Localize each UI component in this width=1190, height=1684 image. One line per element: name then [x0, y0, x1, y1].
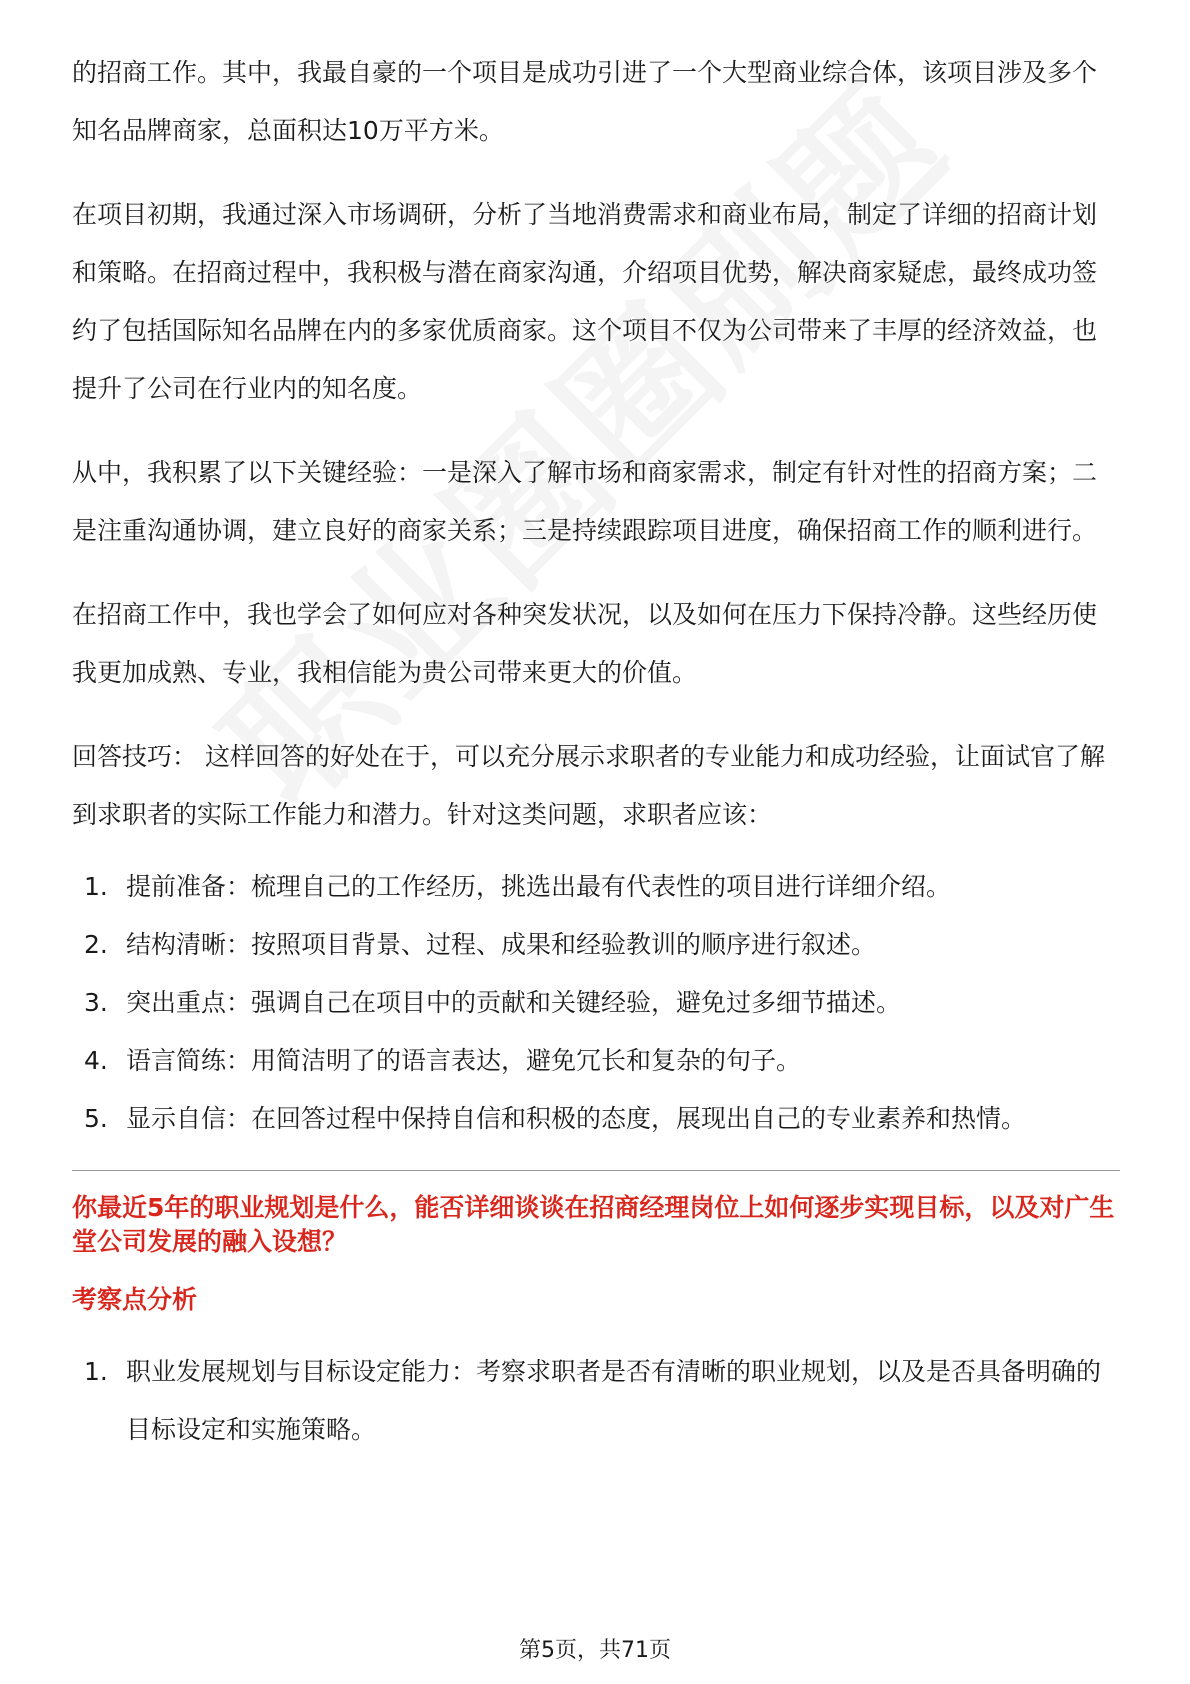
analysis-list — [72, 1343, 1120, 1459]
paragraph-2: 在项目初期，我通过深入市场调研，分析了当地消费需求和商业布局，制定了详细的招商计划和策略。在招商过程中，我积极与潜在商家沟通，介绍项目优势，解决商家疑虑，最终成功签约了包括国际知名品牌在内的多家优质商家。这个项目不仅为公司带来了丰厚的经济效益，也提升了公司在行业内的知名度。 — [72, 200, 1098, 403]
list-item: 2. 结构清晰：按照项目背景、过程、成果和经验教训的顺序进行叙述。 — [84, 930, 877, 959]
list-item: 3. 突出重点：强调自己在项目中的贡献和关键经验，避免过多细节描述。 — [84, 988, 902, 1017]
list-item: 1. 提前准备：梳理自己的工作经历，挑选出最有代表性的项目进行详细介绍。 — [84, 872, 952, 901]
paragraph-4: 在招商工作中，我也学会了如何应对各种突发状况，以及如何在压力下保持冷静。这些经历使我更加成熟、专业，我相信能为贵公司带来更大的价值。 — [72, 600, 1098, 687]
section-divider — [72, 1170, 1120, 1171]
list-item: 1. 职业发展规划与目标设定能力：考察求职者是否有清晰的职业规划，以及是否具备明确的目标设定和实施策略。 — [84, 1357, 1102, 1444]
paragraph-3: 从中，我积累了以下关键经验：一是深入了解市场和商家需求，制定有针对性的招商方案；二是注重沟通协调，建立良好的商家关系；三是持续跟踪项目进度，确保招商工作的顺利进行。 — [72, 458, 1098, 545]
paragraph-1: 的招商工作。其中，我最自豪的一个项目是成功引进了一个大型商业综合体，该项目涉及多个知名品牌商家，总面积达10万平方米。 — [72, 58, 1098, 145]
answer-tips-intro: 回答技巧： 这样回答的好处在于，可以充分展示求职者的专业能力和成功经验，让面试官了解到求职者的实际工作能力和潜力。针对这类问题，求职者应该： — [72, 742, 1105, 829]
interview-question: 你最近5年的职业规划是什么，能否详细谈谈在招商经理岗位上如何逐步实现目标，以及对广生堂公司发展的融入设想？ — [72, 1193, 1115, 1256]
list-item: 5. 显示自信：在回答过程中保持自信和积极的态度，展现出自己的专业素养和热情。 — [84, 1104, 1027, 1133]
document-body — [72, 44, 1120, 1459]
page-number-footer: 第5页，共71页 — [519, 1638, 671, 1663]
analysis-heading: 考察点分析 — [72, 1285, 198, 1314]
answer-tips-list — [72, 858, 1120, 1148]
list-item: 4. 语言简练：用简洁明了的语言表达，避免冗长和复杂的句子。 — [84, 1046, 802, 1075]
